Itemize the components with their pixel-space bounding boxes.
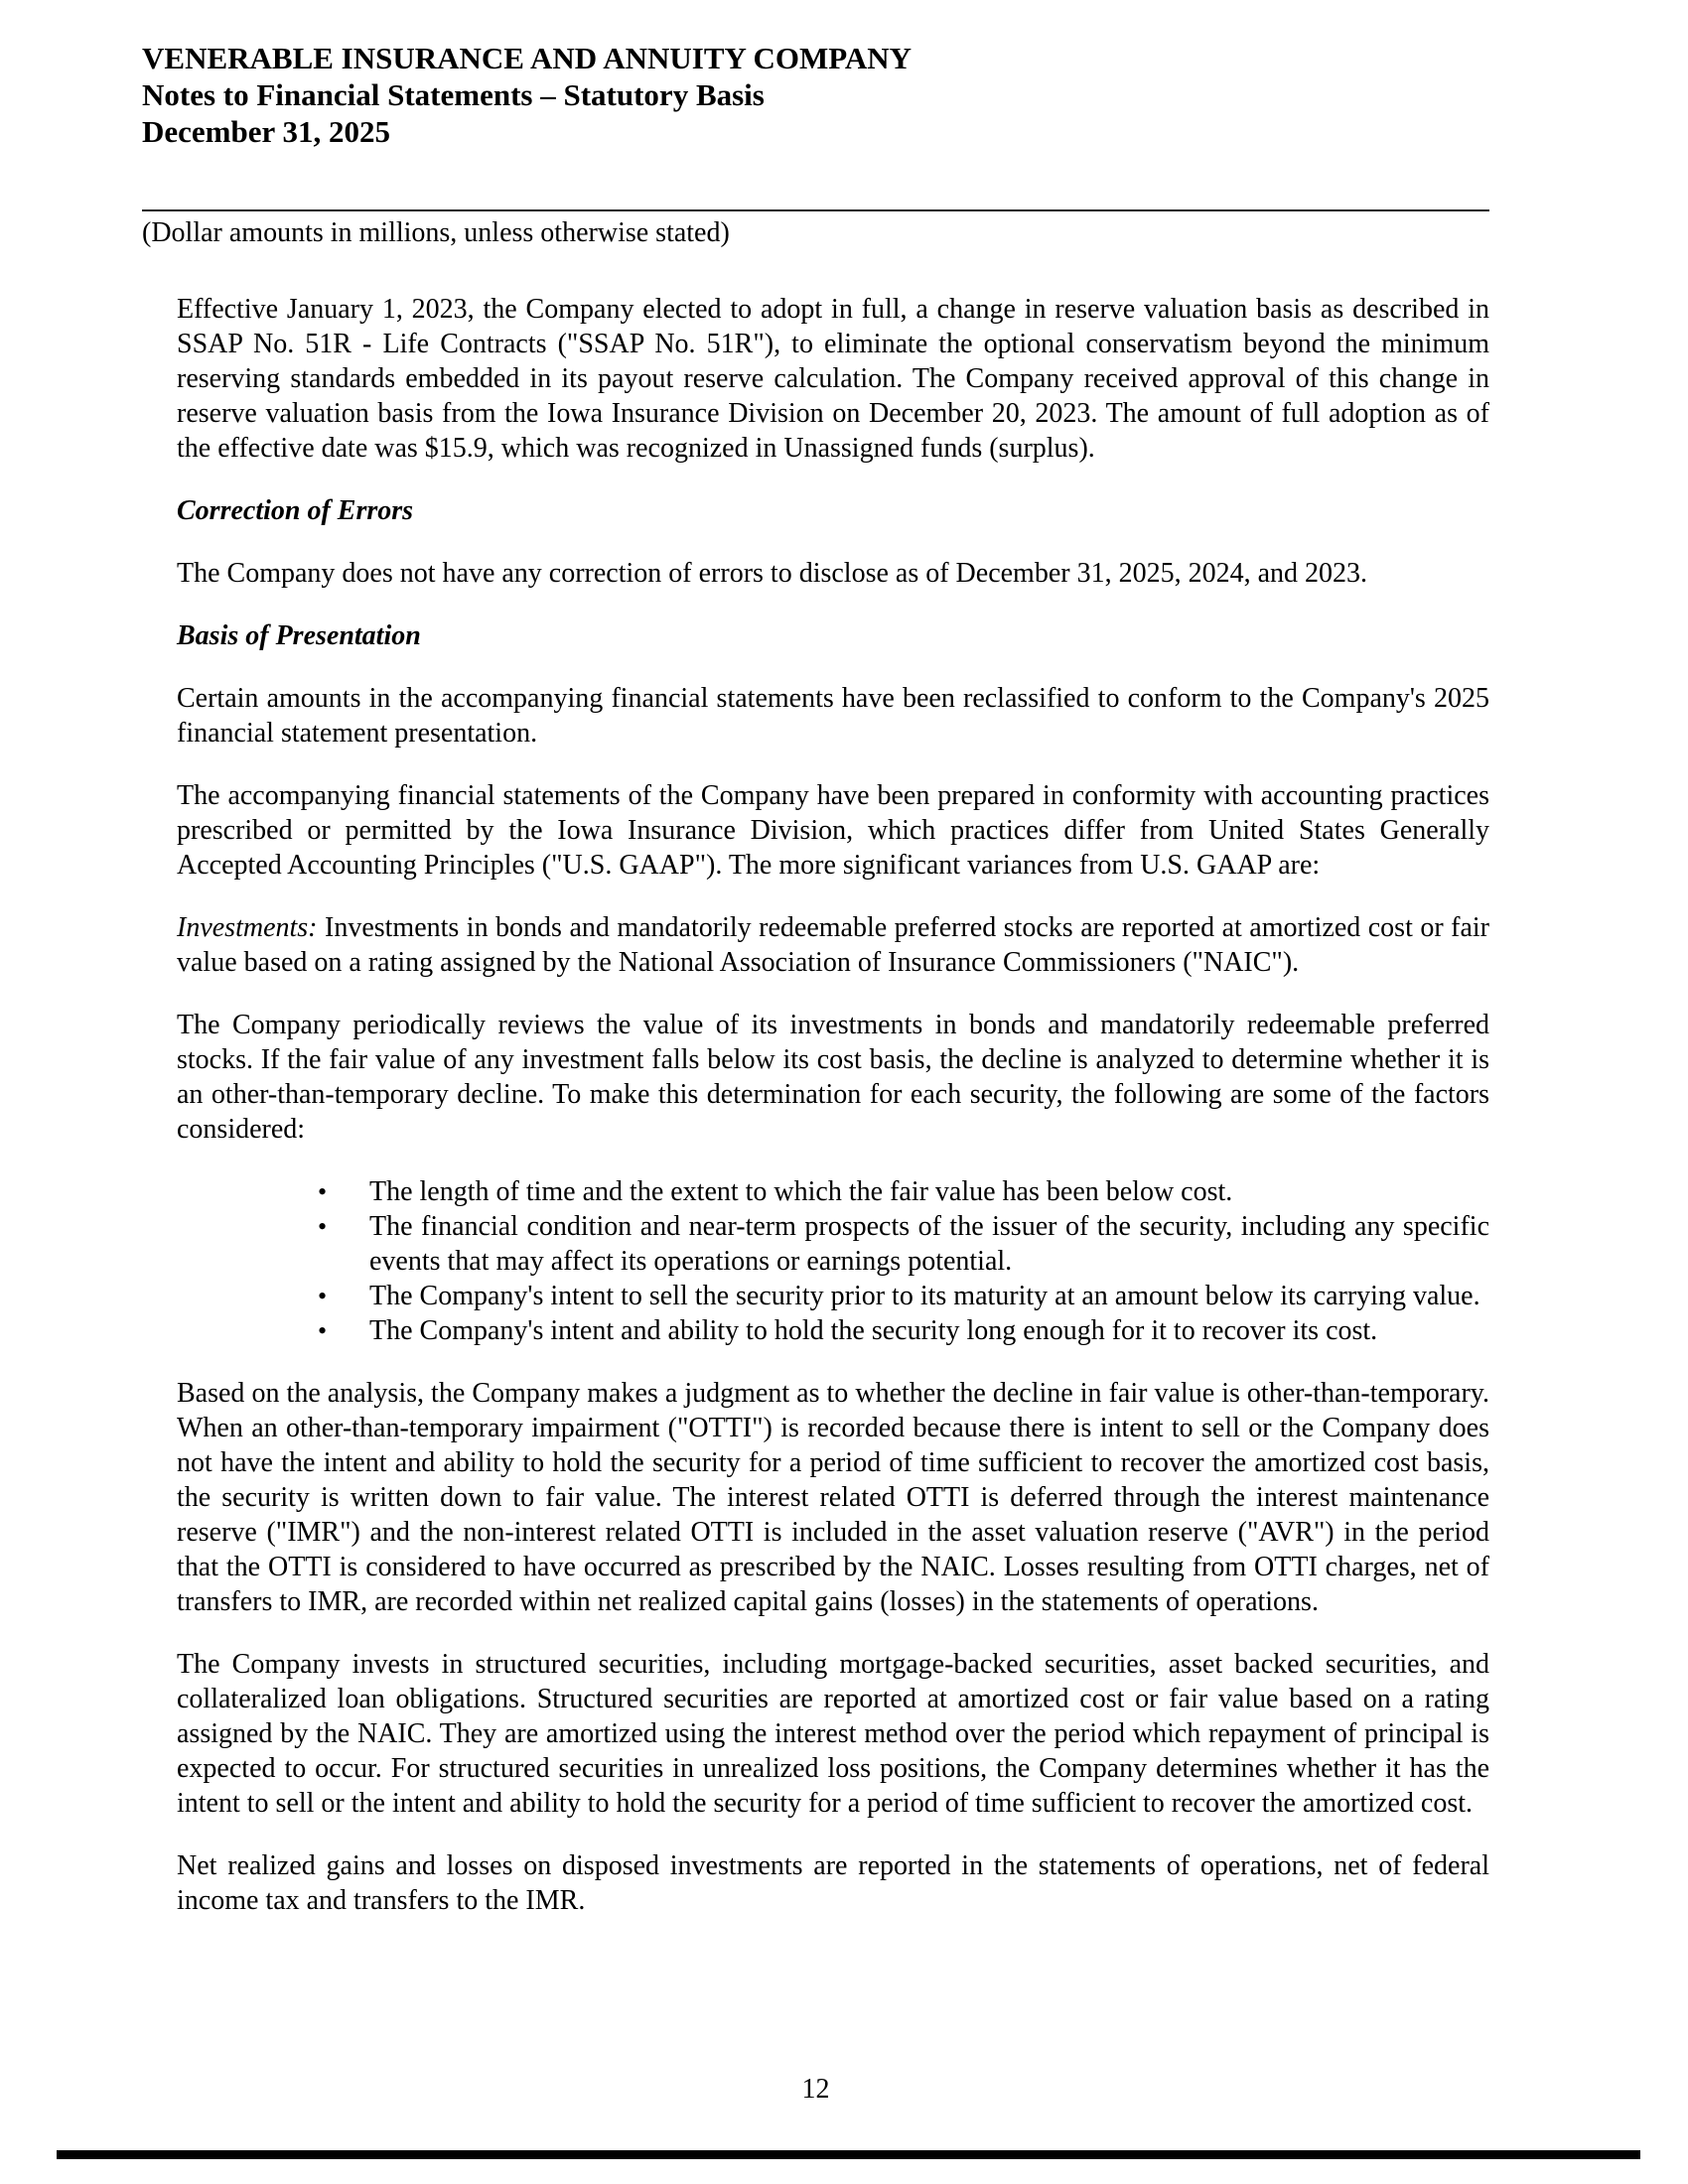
list-item-factor-length-of-time: • The length of time and the extent to which the fair value has been below cost. (369, 1174, 1489, 1209)
otti-factor-list (177, 1174, 1489, 1348)
paragraph-structured-securities: The Company invests in structured securities, including mortgage-backed securities, asset backed securities, and collateralized loan obligations. Structured securities are reported at amortized cost or fair value based on a rating assigned by the NAIC. They are amortized using the interest method over the period which repayment of principal is expected to occur. For structured securities in unrealized loss positions, the Company determines whether it has the intent to sell or the intent and ability to hold the security for a period of time sufficient to recover the amortized cost. (177, 1649, 1489, 1819)
units-note: (Dollar amounts in millions, unless otherwise stated) (142, 217, 730, 248)
paragraph-reclassification: Certain amounts in the accompanying financial statements have been reclassified to conform to the Company's 2025 financial statement presentation. (177, 683, 1489, 749)
list-item-factor-financial-condition: • The financial condition and near-term prospects of the issuer of the security, including any specific events that may affect its operations or earnings potential. (369, 1209, 1489, 1279)
paragraph-investments (177, 910, 1489, 980)
paragraph-correction-of-errors: The Company does not have any correction of errors to disclose as of December 31, 2025, 2024, and 2023. (177, 558, 1368, 589)
investments-lead-label: Investments: (177, 912, 318, 943)
page-number: 12 (801, 2074, 830, 2105)
bottom-border (57, 2150, 1640, 2159)
paragraph-otti-judgment: Based on the analysis, the Company makes a judgment as to whether the decline in fair value is other-than-temporary. When an other-than-temporary impairment ("OTTI") is recorded because there is intent to sell or the Company does not have the intent and ability to hold the security for a period of time sufficient to recover the amortized cost basis, the security is written down to fair value. The interest related OTTI is deferred through the interest maintenance reserve ("IMR") and the non-interest related OTTI is included in the asset valuation reserve ("AVR") in the period that the OTTI is considered to have occurred as prescribed by the NAIC. Losses resulting from OTTI charges, net of transfers to IMR, are recorded within net realized capital gains (losses) in the statements of operations. (177, 1378, 1489, 1617)
heading-correction-of-errors: Correction of Errors (177, 495, 414, 526)
paragraph-reserve-valuation: Effective January 1, 2023, the Company elected to adopt in full, a change in reserve valuation basis as described in SSAP No. 51R - Life Contracts ("SSAP No. 51R"), to eliminate the optional conservatism beyond the minimum reserving standards embedded in its payout reserve calculation. The Company received approval of this change in reserve valuation basis from the Iowa Insurance Division on December 20, 2023. The amount of full adoption as of the effective date was $15.9, which was recognized in Unassigned funds (surplus). (177, 294, 1489, 464)
paragraph-gaap-variance: The accompanying financial statements of the Company have been prepared in conformity with accounting practices prescribed or permitted by the Iowa Insurance Division, which practices differ from United States Generally Accepted Accounting Principles ("U.S. GAAP"). The more significant variances from U.S. GAAP are: (177, 780, 1489, 881)
company-name: VENERABLE INSURANCE AND ANNUITY COMPANY (142, 41, 913, 75)
document-title: Notes to Financial Statements – Statutory Basis (142, 77, 765, 112)
list-item-factor-intent-and-ability: • The Company's intent and ability to hold the security long enough for it to recover its cost. (369, 1313, 1489, 1348)
investments-text: Investments in bonds and mandatorily redeemable preferred stocks are reported at amortized cost or fair value based on a rating assigned by the National Association of Insurance Commissioners ("NAIC"). (177, 912, 1489, 978)
list-item-factor-intent-to-sell: • The Company's intent to sell the security prior to its maturity at an amount below its carrying value. (369, 1279, 1489, 1313)
heading-basis-of-presentation: Basis of Presentation (177, 620, 421, 651)
header-divider (142, 209, 1489, 211)
paragraph-otti-review: The Company periodically reviews the value of its investments in bonds and mandatorily redeemable preferred stocks. If the fair value of any investment falls below its cost basis, the decline is analyzed to determine whether it is an other-than-temporary decline. To make this determination for each security, the following are some of the factors considered: (177, 1010, 1489, 1145)
paragraph-net-realized: Net realized gains and losses on disposed investments are reported in the statements of operations, net of federal income tax and transfers to the IMR. (177, 1850, 1489, 1916)
statement-date: December 31, 2025 (142, 114, 390, 149)
page-header (142, 40, 912, 150)
document-body (177, 292, 1489, 1918)
